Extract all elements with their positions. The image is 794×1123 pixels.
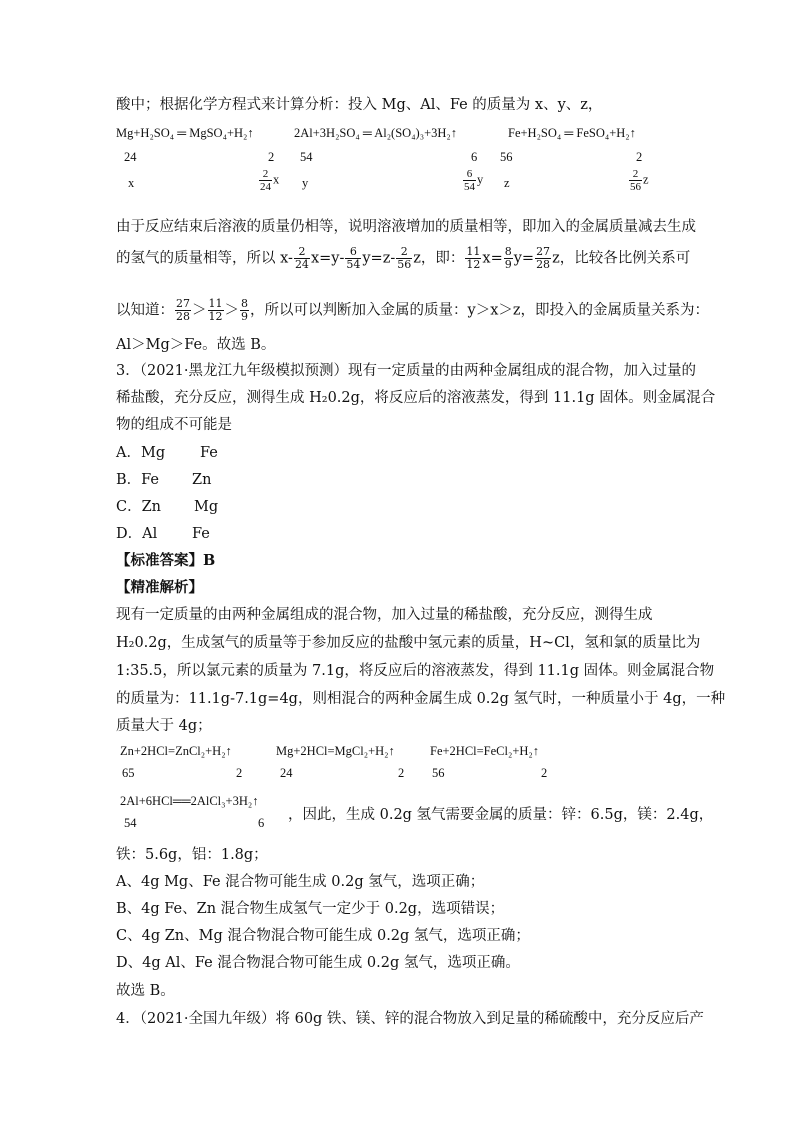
conclusion: 故选 B。 xyxy=(116,983,175,999)
analysis-line1: 现有一定质量的由两种金属组成的混合物，加入过量的稀盐酸，充分反应，测得生成 xyxy=(116,607,653,623)
eq3-frac: $\frac{2}{56}$ z xyxy=(630,168,649,193)
eq1-mass-left: 24 xyxy=(124,150,137,164)
eq2-mass-left: 54 xyxy=(300,150,313,164)
q3-line1: 3．（2021·黑龙江九年级模拟预测）现有一定质量的由两种金属组成的混合物，加入过量的 xyxy=(116,363,696,379)
eq2-frac: $\frac{6}{54}$ y xyxy=(464,168,484,193)
intro-line: 酸中；根据化学方程式来计算分析：投入 Mg、Al、Fe 的质量为 x、y、z， xyxy=(116,97,603,113)
al-tail-text: ，因此，生成 0.2g 氢气需要金属的质量：锌：6.5g，镁：2.4g， xyxy=(288,807,714,823)
hcl-eq-al: 2Al+6HCl══2AlCl₃+3H₂↑ xyxy=(120,794,259,808)
analysis-line7: 铁：5.6g，铝：1.8g； xyxy=(116,847,268,863)
eq1-frac: $\frac{2}{24}$ x xyxy=(260,168,280,193)
option-c: C．Zn Mg xyxy=(116,499,219,515)
q3-line3: 物的组成不可能是 xyxy=(116,417,232,433)
para1-line1: 由于反应结束后溶液的质量仍相等，说明溶液增加的质量相等，即加入的金属质量减去生成 xyxy=(116,219,696,235)
eq1-formula: Mg+H₂SO₄ ═ MgSO₄+H₂↑ xyxy=(116,126,254,140)
hcl-zn-mass-left: 65 xyxy=(122,766,135,780)
analysis-line3: 1:35.5，所以氯元素的质量为 7.1g，将反应后的溶液蒸发，得到 11.1g 固体。则金属混合物 xyxy=(116,663,715,679)
analysis-label: 【精准解析】 xyxy=(116,579,203,596)
eq2-mass-right: 6 xyxy=(471,150,478,164)
option-a: A．Mg Fe xyxy=(116,445,218,461)
q4-line1: 4．（2021·全国九年级）将 60g 铁、镁、锌的混合物放入到足量的稀硫酸中，充分反应后产 xyxy=(116,1011,704,1027)
eq2-var: y xyxy=(302,176,309,190)
eq3-var: z xyxy=(504,176,510,190)
analysis-line4: 的质量为：11.1g-7.1g=4g，则相混合的两种金属生成 0.2g 氢气时，一种质量小于 4g，一种 xyxy=(116,691,726,707)
hcl-mg-mass-left: 24 xyxy=(280,766,293,780)
answer-label: 【标准答案】B xyxy=(116,552,216,569)
hcl-al-mass-left: 54 xyxy=(124,816,137,830)
hcl-fe-mass-left: 56 xyxy=(432,766,445,780)
para1-line3: 以知道： $\frac{27}{28}$ ＞ $\frac{11}{12}$ ＞ $\frac{8}{9}$ ，所以可以判断加入金属的质量：y＞x＞z，即投入的金属质量关系为： xyxy=(116,297,710,323)
option-b: B．Fe Zn xyxy=(116,472,212,488)
hcl-fe-mass-right: 2 xyxy=(541,766,548,780)
eq1-var: x xyxy=(128,176,135,190)
eq3-mass-right: 2 xyxy=(636,150,643,164)
judge-c: C、4g Zn、Mg 混合物混合物可能生成 0.2g 氢气，选项正确； xyxy=(116,928,530,944)
para1-line4: Al＞Mg＞Fe。故选 B。 xyxy=(116,337,276,353)
hcl-eq-fe: Fe+2HCl=FeCl₂+H₂↑ xyxy=(430,744,540,758)
analysis-line5: 质量大于 4g； xyxy=(116,718,212,734)
judge-a: A、4g Mg、Fe 混合物可能生成 0.2g 氢气，选项正确； xyxy=(116,874,485,890)
hcl-eq-mg: Mg+2HCl=MgCl₂+H₂↑ xyxy=(276,744,395,758)
analysis-line2: H₂0.2g，生成氢气的质量等于参加反应的盐酸中氢元素的质量，H~Cl，氢和氯的质量比为 xyxy=(116,635,701,651)
judge-d: D、4g Al、Fe 混合物混合物可能生成 0.2g 氢气，选项正确。 xyxy=(116,955,520,971)
hcl-zn-mass-right: 2 xyxy=(236,766,243,780)
hcl-al-mass-right: 6 xyxy=(258,816,265,830)
option-d: D．Al Fe xyxy=(116,526,210,542)
hcl-mg-mass-right: 2 xyxy=(398,766,405,780)
eq2-formula: 2Al+3H₂SO₄ ═ Al₂(SO₄)₃+3H₂↑ xyxy=(294,126,458,140)
q3-line2: 稀盐酸，充分反应，测得生成 H₂0.2g，将反应后的溶液蒸发，得到 11.1g 固体。则金属混合 xyxy=(116,390,716,406)
eq3-mass-left: 56 xyxy=(500,150,513,164)
para1-line2: 的氢气的质量相等，所以 x- $\frac{2}{24}$ x=y- $\frac{6}{54}$ y=z- $\frac{2}{56}$ z，即： $\frac{11}{12}$ x= $\frac{8}{9}$ y= $\frac{27}{28}$ z，比较各比例关系可 xyxy=(116,245,691,271)
hcl-eq-zn: Zn+2HCl=ZnCl₂+H₂↑ xyxy=(120,744,232,758)
judge-b: B、4g Fe、Zn 混合物生成氢气一定少于 0.2g，选项错误； xyxy=(116,901,505,917)
eq1-mass-right: 2 xyxy=(268,150,275,164)
eq3-formula: Fe+H₂SO₄ ═ FeSO₄+H₂↑ xyxy=(508,126,636,140)
